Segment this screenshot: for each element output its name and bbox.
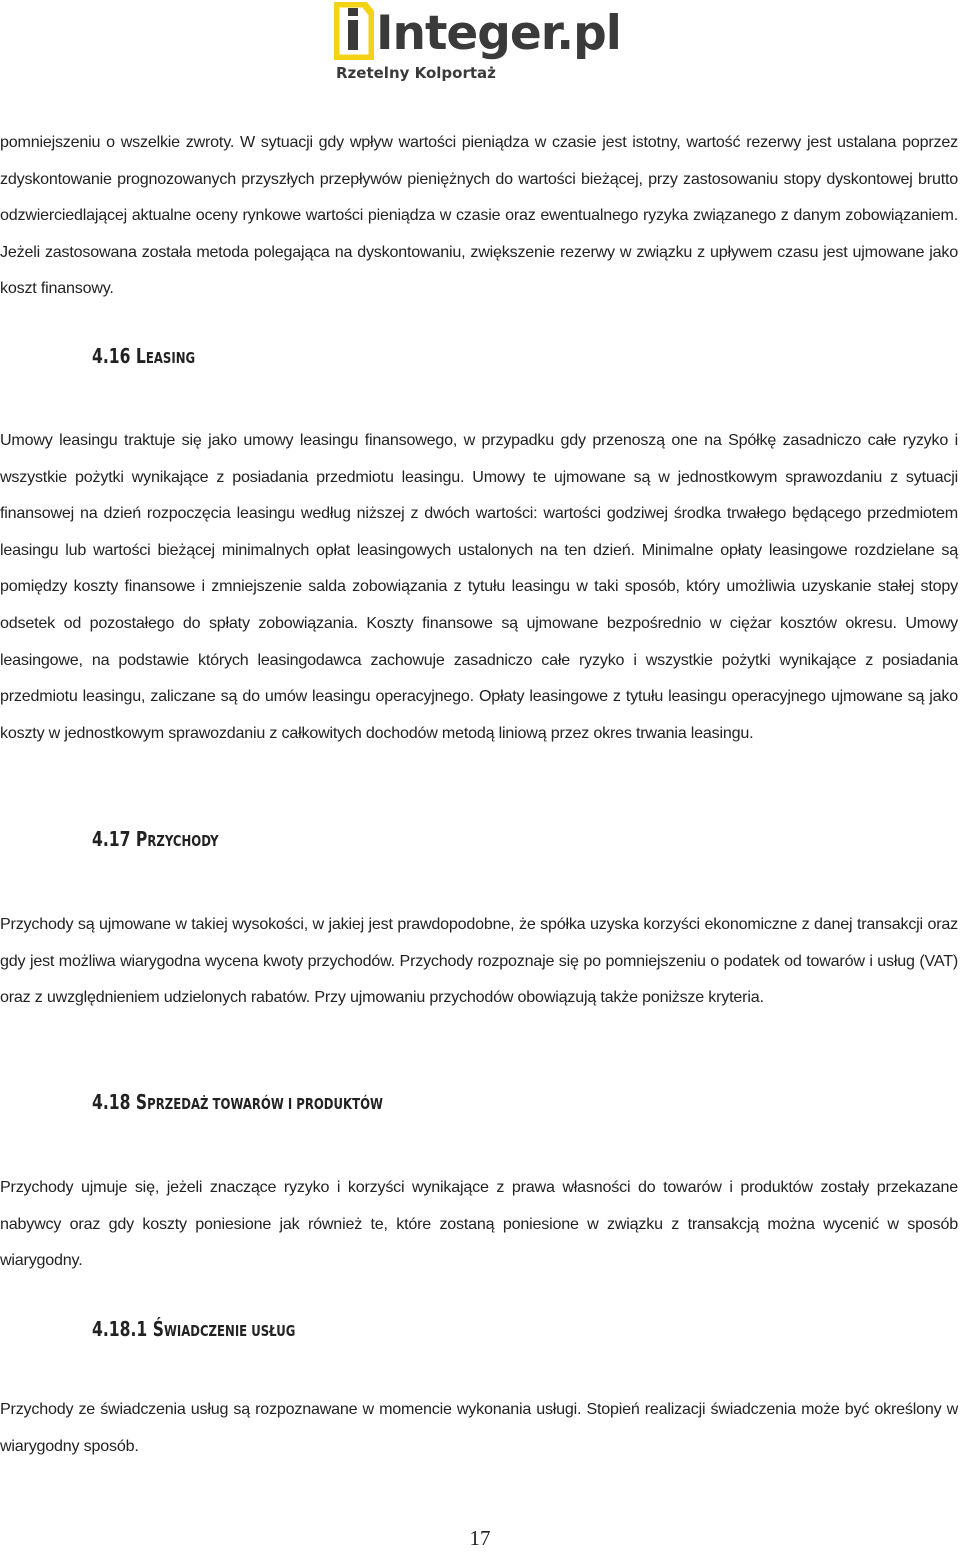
section-paragraph-sprzedaz: Przychody ujmuje się, jeżeli znaczące ryzyko i korzyści wynikające z prawa własności do towarów i produktów zostały przekazane nabywcy oraz gdy koszty poniesione jak również te, które zostaną poniesione w związku z transakcją można wycenić w sposób wiarygodny. — [0, 1178, 958, 1270]
section-title-initial: P — [135, 827, 148, 851]
page-number: 17 — [469, 1526, 491, 1550]
logo-subtitle: Rzetelny Kolportaż — [336, 64, 496, 82]
section-number: 4.17 — [92, 827, 131, 851]
section-title-rest: RZYCHODY — [147, 832, 219, 850]
logo-title: Integer.pl — [376, 6, 621, 61]
section-title-rest: PRZEDAŻ TOWARÓW I PRODUKTÓW — [147, 1095, 383, 1113]
section-paragraph-leasing: Umowy leasingu traktuje się jako umowy leasingu finansowego, w przypadku gdy przenoszą one na Spółkę zasadniczo całe ryzyko i wszystkie pożytki wynikające z posiadania przedmiotu leasingu. Umowy te ujmowane są w jednostkowym sprawozdaniu z sytuacji finansowej na dzień rozpoczęcia leasingu według niższej z dwóch wartości: wartości godziwej środka trwałego będącego przedmiotem leasingu lub wartości bieżącej minimalnych opłat leasingowych ustalonych na ten dzień. Minimalne opłaty leasingowe rozdzielane są pomiędzy koszty finansowe i zmniejszenie salda zobowiązania z tytułu leasingu w taki sposób, który umożliwia uzyskanie stałej stopy odsetek od pozostałego do spłaty zobowiązania. Koszty finansowe są ujmowane bezpośrednio w ciężar kosztów okresu. Umowy leasingowe, na podstawie których leasingodawca zachowuje zasadniczo całe ryzyko i wszystkie pożytki wynikające z posiadania przedmiotu leasingu, zaliczane są do umów leasingu operacyjnego. Opłaty leasingowe z tytułu leasingu operacyjnego ujmowane są jako koszty w jednostkowym sprawozdaniu z całkowitych dochodów metodą liniową przez okres trwania leasingu. — [0, 431, 958, 742]
section-number: 4.18.1 — [92, 1317, 148, 1341]
section-heading-przychody — [92, 825, 219, 855]
section-heading-swiadczenie — [92, 1315, 295, 1345]
section-title-initial: L — [135, 344, 146, 368]
section-heading-sprzedaz — [92, 1088, 383, 1118]
section-title-rest: EASING — [145, 349, 196, 367]
section-heading-leasing — [92, 342, 195, 372]
section-title-initial: S — [135, 1090, 148, 1114]
section-paragraph-swiadczenie: Przychody ze świadczenia usług są rozpoznawane w momencie wykonania usługi. Stopień realizacji świadczenia może być określony w wiarygodny sposób. — [0, 1400, 958, 1455]
section-paragraph-przychody: Przychody są ujmowane w takiej wysokości, w jakiej jest prawdopodobne, że spółka uzyska korzyści ekonomiczne z danej transakcji oraz gdy jest możliwa wiarygodna wycena kwoty przychodów. Przychody rozpoznaje się po pomniejszeniu o podatek od towarów i usług (VAT) oraz z uwzględnieniem udzielonych rabatów. Przy ujmowaniu przychodów obowiązują także poniższe kryteria. — [0, 915, 958, 1007]
section-number: 4.18 — [92, 1090, 131, 1114]
section-title-initial: Ś — [152, 1317, 164, 1341]
intro-paragraph: pomniejszeniu o wszelkie zwroty. W sytuacji gdy wpływ wartości pieniądza w czasie jest istotny, wartość rezerwy jest ustalana poprzez zdyskontowanie prognozowanych przyszłych przepływów pieniężnych do wartości bieżącej, przy zastosowaniu stopy dyskontowej brutto odzwierciedlającej aktualne oceny rynkowe wartości pieniądza w czasie oraz ewentualnego ryzyka związanego z danym zobowiązaniem. Jeżeli zastosowana została metoda polegająca na dyskontowaniu, zwiększenie rezerwy w związku z upływem czasu jest ujmowane jako koszt finansowy. — [0, 133, 958, 298]
header-logo — [334, 0, 634, 88]
section-number: 4.16 — [92, 344, 131, 368]
logo-bracket-icon — [334, 2, 374, 60]
section-title-rest: WIADCZENIE USŁUG — [163, 1322, 296, 1340]
